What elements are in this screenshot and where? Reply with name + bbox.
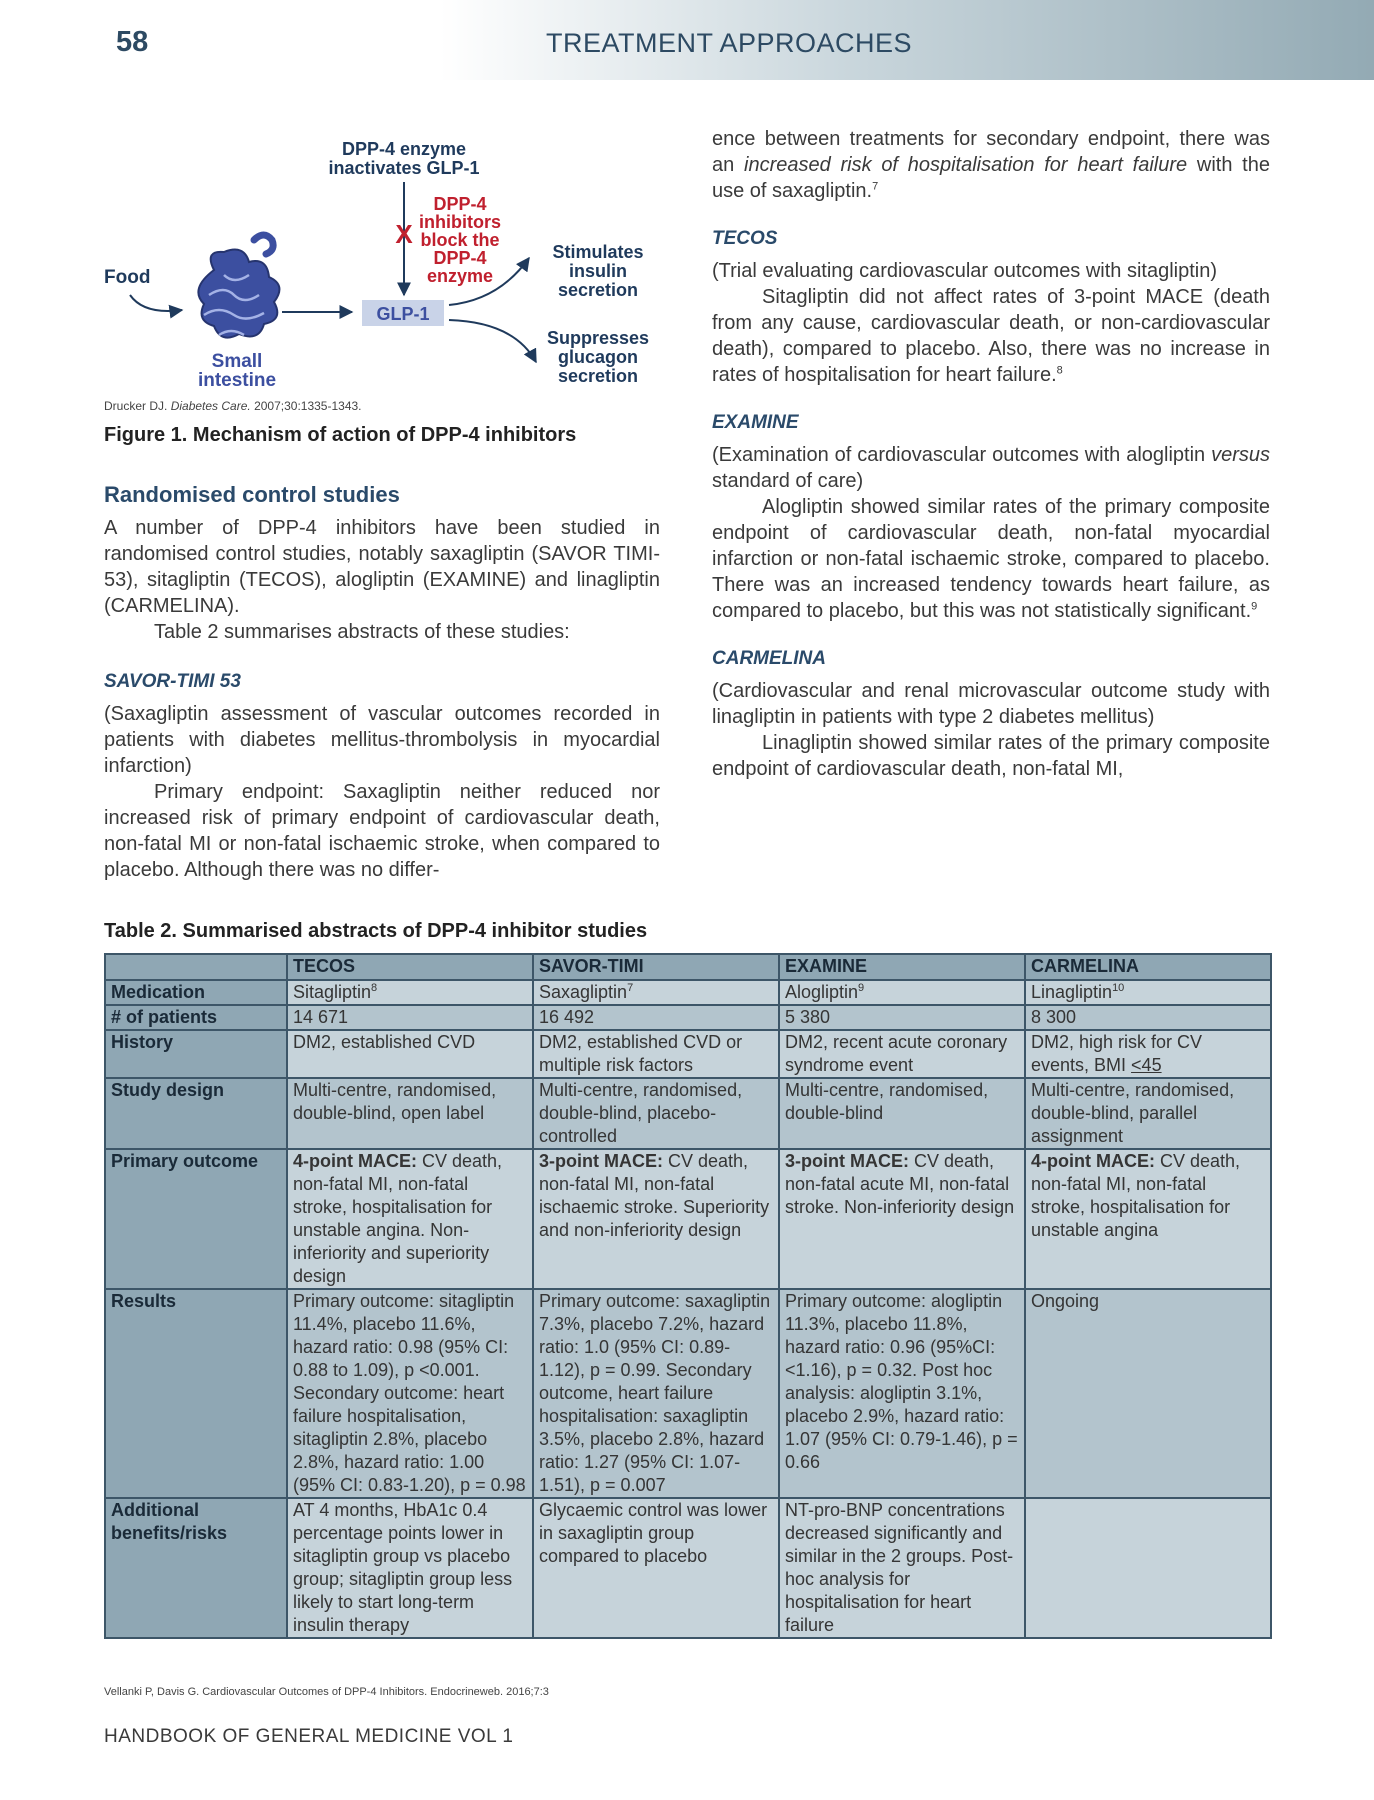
table-header-row: [105, 954, 1271, 980]
table-caption: Table 2. Summarised abstracts of DPP-4 inhibitor studies: [104, 920, 648, 942]
block-x-mark: X: [395, 219, 413, 249]
savor-subtitle: (Saxagliptin assessment of vascular outcomes recorded in patients with diabetes mellitus-thrombolysis in myocardial infarction): [104, 703, 660, 777]
table-row: [105, 1005, 1271, 1030]
row-header: Primary outcome: [105, 1149, 287, 1289]
carmelina-subtitle: (Cardiovascular and renal microvascular outcome study with linagliptin in patients with type 2 diabetes mellitus): [712, 680, 1270, 728]
table-cell: [1025, 1498, 1271, 1638]
suppresses-arrow: [449, 320, 536, 362]
dpp4-enzyme-label: inactivates GLP-1: [328, 158, 480, 178]
examine-heading: EXAMINE: [712, 412, 799, 433]
page-number: 58: [116, 26, 149, 58]
tecos-subtitle: (Trial evaluating cardiovascular outcomes with sitagliptin): [712, 260, 1218, 282]
carmelina-body: Linagliptin showed similar rates of the primary composite endpoint of cardiovascular death, non-fatal MI,: [712, 732, 1270, 780]
table-cell: NT-pro-BNP concentrations decreased significantly and similar in the 2 groups. Post-hoc analysis for hospitalisation for heart failure: [779, 1498, 1025, 1638]
column-header: SAVOR-TIMI: [533, 954, 779, 980]
dpp4-inhibitors-label: enzyme: [426, 266, 494, 286]
food-label: Food: [104, 267, 151, 288]
table-cell: 4-point MACE: CV death, non-fatal MI, non-fatal stroke, hospitalisation for unstable angina: [1025, 1149, 1271, 1289]
figure-credit: Drucker DJ. Diabetes Care. 2007;30:1335-1343.: [104, 399, 362, 413]
table-cell: Primary outcome: saxagliptin 7.3%, placebo 7.2%, hazard ratio: 1.0 (95% CI: 0.89-1.12), p = 0.99. Secondary outcome, heart failure hospitalisation: saxagliptin 3.5%, placebo 2.8%, hazard ratio: 1.27 (95% CI: 1.07-1.51), p = 0.007: [533, 1289, 779, 1498]
savor-continuation: ence between treatments for secondary endpoint, there was an increased risk of hospitalisation for heart failure with the use of saxagliptin.$^7$: [712, 128, 1270, 202]
table-cell: 14 671: [287, 1005, 533, 1030]
table-row: [105, 1498, 1271, 1638]
dpp4-studies-table: [104, 953, 1272, 1639]
column-header: CARMELINA: [1025, 954, 1271, 980]
page-footer: HANDBOOK OF GENERAL MEDICINE VOL 1: [104, 1726, 514, 1747]
table-cell: Sitagliptin$^8$: [287, 980, 533, 1005]
small-intestine-label: Small: [211, 351, 263, 372]
table-corner-cell: [105, 954, 287, 980]
stimulates-label: Stimulates: [552, 242, 644, 262]
small-intestine-illustration: [198, 235, 279, 338]
column-header: TECOS: [287, 954, 533, 980]
row-header: Study design: [105, 1078, 287, 1149]
section-heading: Randomised control studies: [104, 482, 400, 507]
tecos-heading: TECOS: [712, 228, 778, 249]
savor-heading: SAVOR-TIMI 53: [104, 671, 241, 692]
table-cell: 4-point MACE: CV death, non-fatal MI, non-fatal stroke, hospitalisation for unstable angina. Non-inferiority and superiority design: [287, 1149, 533, 1289]
table-cell: Saxagliptin$^7$: [533, 980, 779, 1005]
running-title: TREATMENT APPROACHES: [546, 28, 913, 58]
figure-caption: Figure 1. Mechanism of action of DPP-4 inhibitors: [104, 424, 577, 446]
dpp4-inhibitors-label: block the: [420, 230, 500, 250]
table-row: [105, 1078, 1271, 1149]
dpp4-inhibitors-label: DPP-4: [433, 194, 487, 214]
table-cell: 16 492: [533, 1005, 779, 1030]
table-cell: Multi-centre, randomised, double-blind, parallel assignment: [1025, 1078, 1271, 1149]
small-intestine-label: intestine: [197, 370, 277, 391]
row-header: # of patients: [105, 1005, 287, 1030]
table-cell: DM2, high risk for CV events, BMI <45: [1025, 1030, 1271, 1078]
table-cell: 5 380: [779, 1005, 1025, 1030]
table-cell: 3-point MACE: CV death, non-fatal MI, non-fatal ischaemic stroke. Superiority and non-inferiority design: [533, 1149, 779, 1289]
table-cell: Multi-centre, randomised, double-blind, placebo-controlled: [533, 1078, 779, 1149]
table-cell: Alogliptin$^9$: [779, 980, 1025, 1005]
table-row: [105, 1149, 1271, 1289]
column-header: EXAMINE: [779, 954, 1025, 980]
table-cell: Primary outcome: alogliptin 11.3%, placebo 11.8%, hazard ratio: 0.96 (95%CI: <1.16), p = 0.32. Post hoc analysis: alogliptin 3.1%, placebo 2.9%, hazard ratio: 1.07 (95% CI: 0.79-1.46), p = 0.66: [779, 1289, 1025, 1498]
row-header: Medication: [105, 980, 287, 1005]
intro-paragraph: A number of DPP-4 inhibitors have been studied in randomised control studies, notably saxagliptin (SAVOR TIMI-53), sitagliptin (TECOS), alogliptin (EXAMINE) and linagliptin (CARMELINA).: [104, 517, 660, 617]
table-cell: Ongoing: [1025, 1289, 1271, 1498]
table-cell: AT 4 months, HbA1c 0.4 percentage points lower in sitagliptin group vs placebo group; sitagliptin group less likely to start long-term insulin therapy: [287, 1498, 533, 1638]
table-cell: DM2, recent acute coronary syndrome event: [779, 1030, 1025, 1078]
table-row: [105, 980, 1271, 1005]
table-row: [105, 1030, 1271, 1078]
table-cell: Linagliptin$^{10}$: [1025, 980, 1271, 1005]
table-cell: Glycaemic control was lower in saxagliptin group compared to placebo: [533, 1498, 779, 1638]
table-cell: DM2, established CVD or multiple risk factors: [533, 1030, 779, 1078]
table-cell: 3-point MACE: CV death, non-fatal acute MI, non-fatal stroke. Non-inferiority design: [779, 1149, 1025, 1289]
table-cell: Primary outcome: sitagliptin 11.4%, placebo 11.6%, hazard ratio: 0.98 (95% CI: 0.88 to 1.09), p <0.001. Secondary outcome: heart failure hospitalisation, sitagliptin 2.8%, placebo 2.8%, hazard ratio: 1.00 (95% CI: 0.83-1.20), p = 0.98: [287, 1289, 533, 1498]
row-header: Additional benefits/risks: [105, 1498, 287, 1638]
table-cell: Multi-centre, randomised, double-blind: [779, 1078, 1025, 1149]
carmelina-heading: CARMELINA: [712, 648, 826, 669]
dpp4-inhibitors-label: inhibitors: [419, 212, 501, 232]
stimulates-label: secretion: [557, 280, 639, 300]
row-header: Results: [105, 1289, 287, 1498]
food-arrow: [130, 295, 182, 311]
suppresses-label: glucagon: [558, 347, 638, 367]
dpp4-mechanism-diagram: [104, 130, 664, 410]
savor-body: Primary endpoint: Saxagliptin neither reduced nor increased risk of primary endpoint of cardiovascular death, non-fatal MI or non-fatal ischaemic stroke, when compared to placebo. Although there was no differ-: [104, 781, 660, 881]
right-column: [712, 126, 1270, 782]
table-cell: DM2, established CVD: [287, 1030, 533, 1078]
dpp4-inhibitors-label: DPP-4: [433, 248, 487, 268]
table-credit: Vellanki P, Davis G. Cardiovascular Outcomes of DPP-4 Inhibitors. Endocrineweb. 2016;7:3: [104, 1686, 549, 1698]
table-row: [105, 1289, 1271, 1498]
table-cell: 8 300: [1025, 1005, 1271, 1030]
tecos-body: Sitagliptin did not affect rates of 3-point MACE (death from any cause, cardiovascular death, or non-cardiovascular death), compared to placebo. Also, there was no increase in rates of hospitalisation for heart failure.$^8$: [712, 286, 1270, 386]
glp1-label: GLP-1: [376, 304, 430, 324]
examine-subtitle: (Examination of cardiovascular outcomes with alogliptin versus standard of care): [712, 444, 1270, 492]
suppresses-label: Suppresses: [546, 328, 650, 348]
table-cell: Multi-centre, randomised, double-blind, open label: [287, 1078, 533, 1149]
stimulates-label: insulin: [569, 261, 627, 281]
examine-body: Alogliptin showed similar rates of the primary composite endpoint of cardiovascular death, non-fatal myocardial infarction or non-fatal ischaemic stroke, compared to placebo. There was an increased tendency towards heart failure, as compared to placebo, but this was not statistically significant.$^9$: [712, 496, 1270, 622]
suppresses-label: secretion: [557, 366, 639, 386]
left-column: [104, 482, 660, 883]
row-header: History: [105, 1030, 287, 1078]
dpp4-enzyme-label: DPP-4 enzyme: [341, 139, 467, 159]
intro-paragraph-2: Table 2 summarises abstracts of these studies:: [154, 621, 570, 643]
